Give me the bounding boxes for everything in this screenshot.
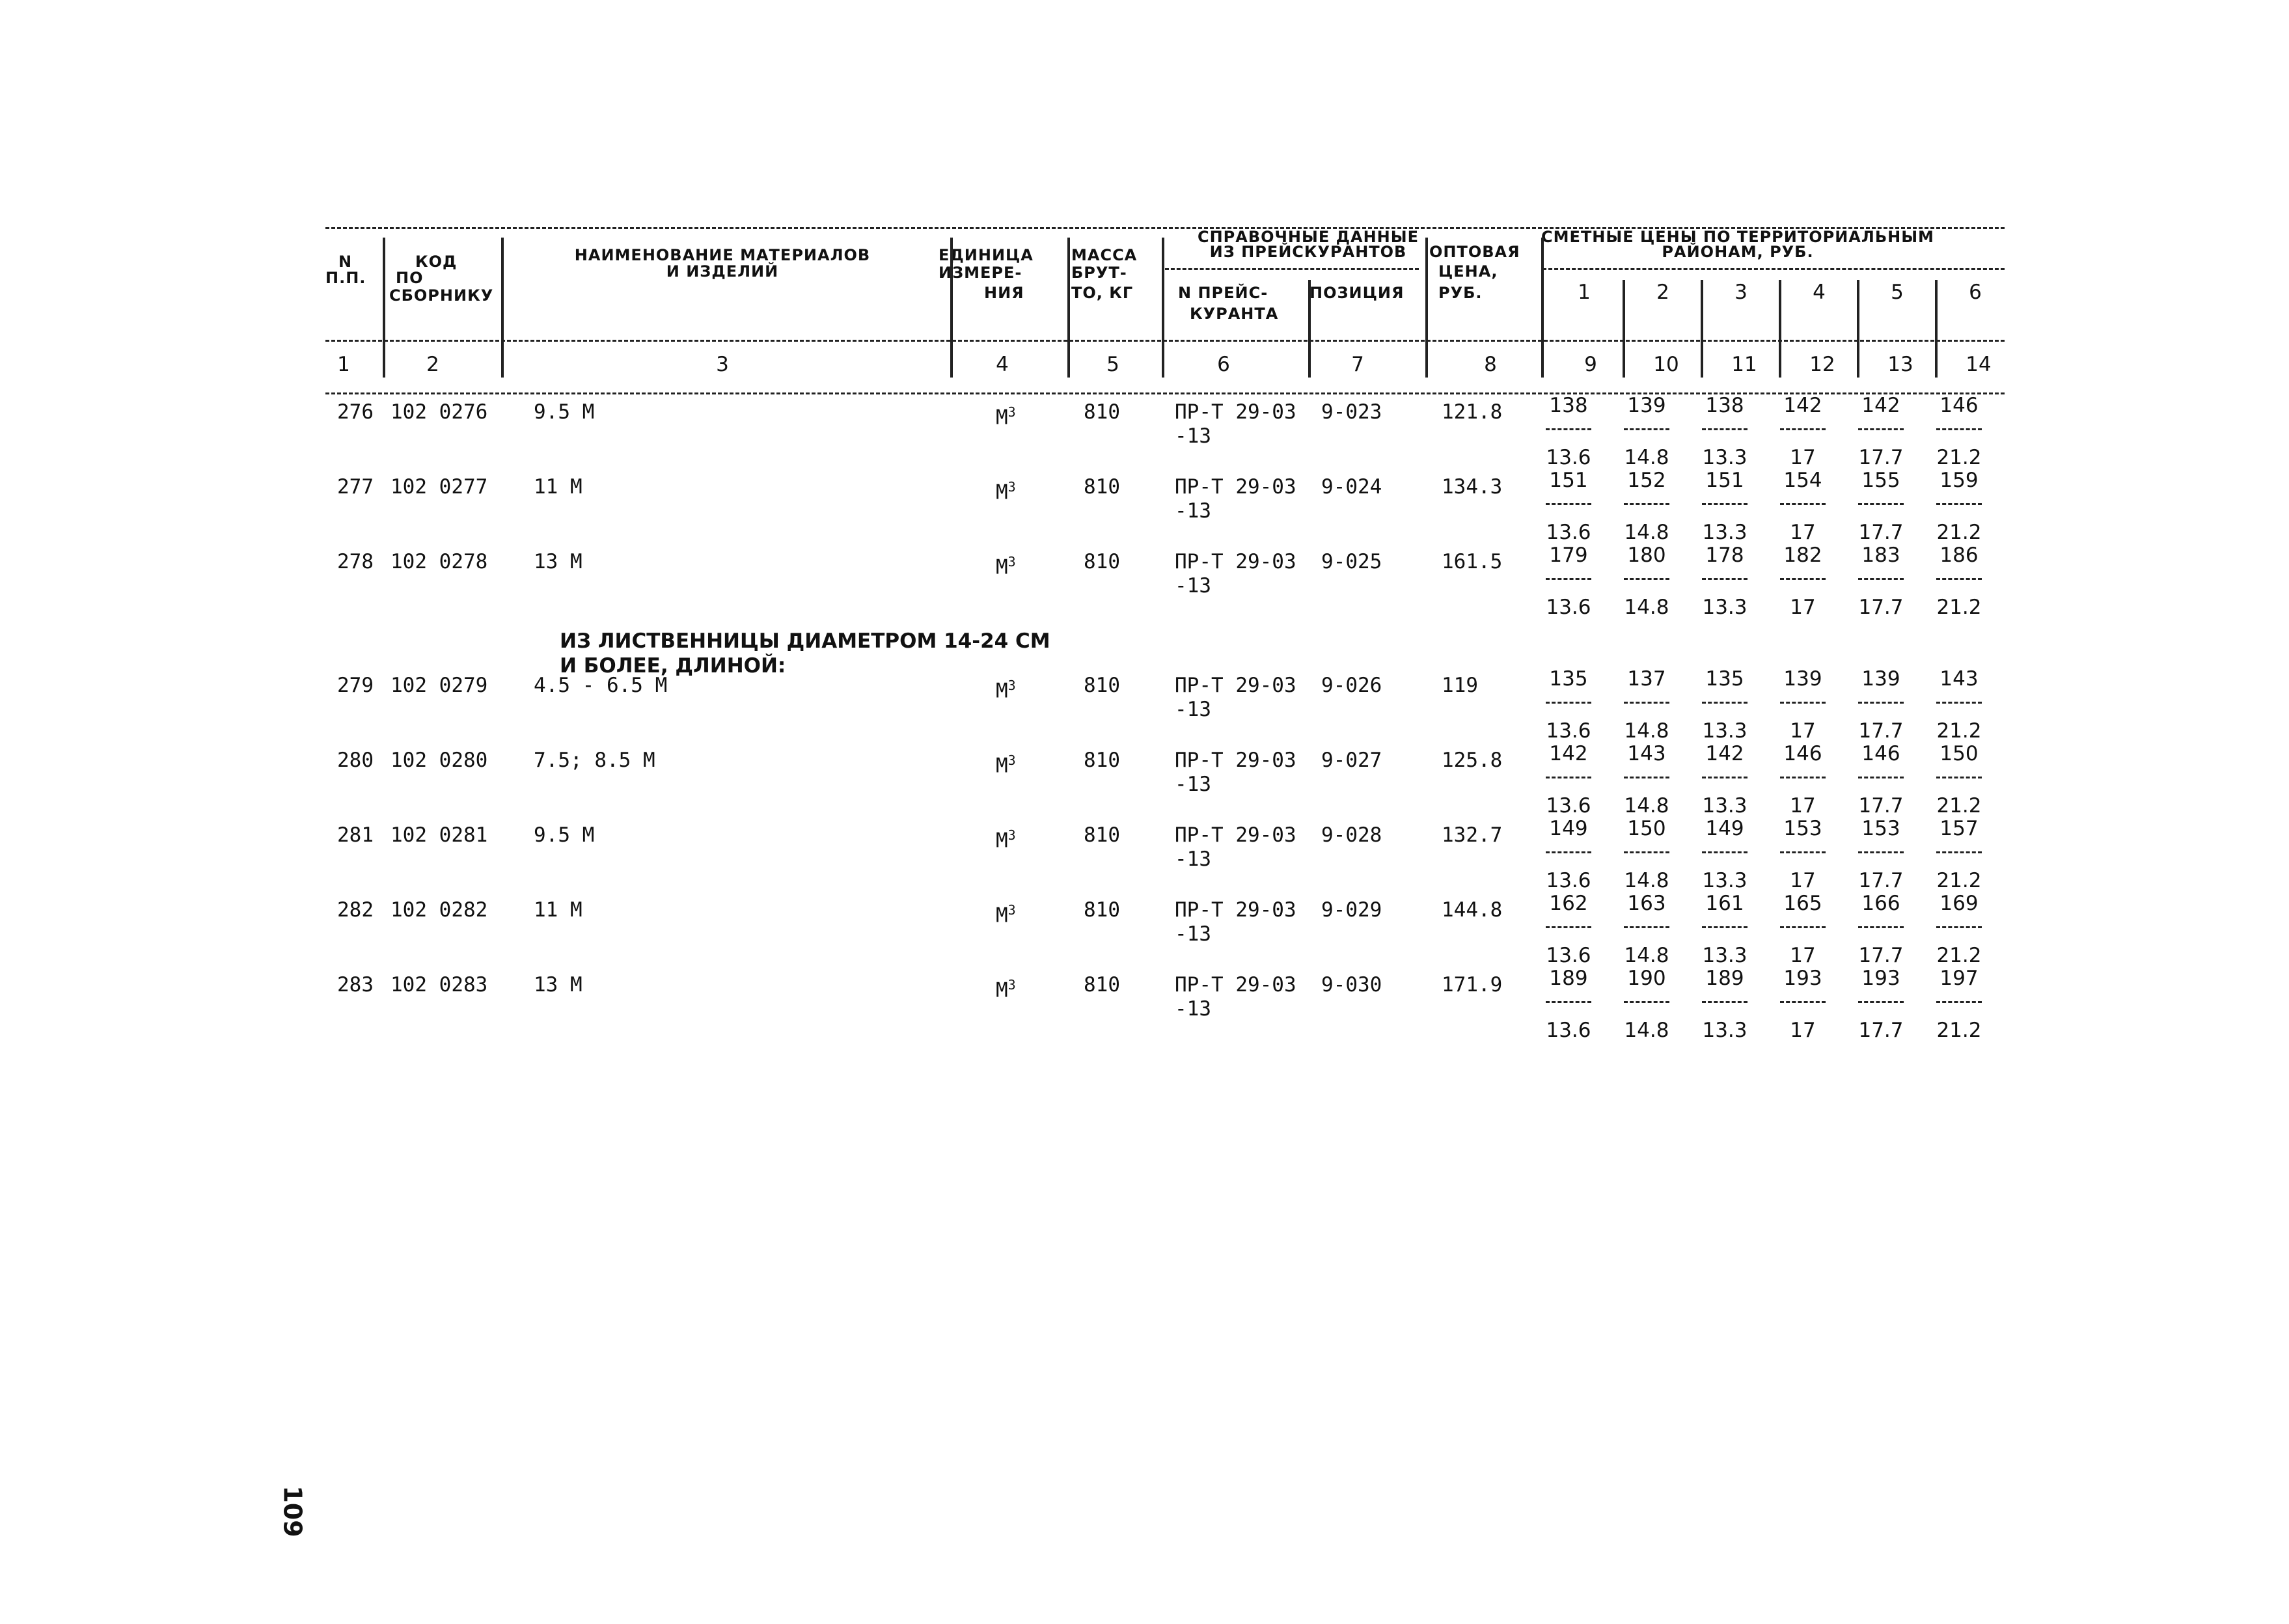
row-wholesale-price: 125.8 xyxy=(1442,749,1503,772)
row-fraction-rule xyxy=(1702,702,1748,704)
row-name: 7.5; 8.5 М xyxy=(534,749,655,772)
row-fraction-rule xyxy=(1624,1001,1669,1003)
row-pricelist: ПР-Т 29-03 xyxy=(1175,475,1296,499)
row-region-price: 166 xyxy=(1861,892,1900,915)
row-pricelist-suffix: -13 xyxy=(1175,847,1211,871)
row-unit xyxy=(996,477,1016,502)
row-region-index: 13.3 xyxy=(1702,1019,1748,1042)
row-region-index: 17 xyxy=(1790,944,1816,967)
row-fraction-rule xyxy=(1780,428,1826,430)
row-region-price: 137 xyxy=(1627,667,1666,691)
row-region-index: 21.2 xyxy=(1936,596,1982,619)
row-position: 9-029 xyxy=(1321,898,1382,922)
row-wholesale-price: 134.3 xyxy=(1442,475,1503,499)
row-position: 9-028 xyxy=(1321,823,1382,847)
row-region-price: 150 xyxy=(1627,817,1666,840)
header-price2: КУРАНТА xyxy=(1190,305,1279,323)
row-wholesale-price: 144.8 xyxy=(1442,898,1503,922)
row-region-price: 150 xyxy=(1939,742,1979,765)
header-name: НАИМЕНОВАНИЕ МАТЕРИАЛОВ xyxy=(574,246,871,264)
row-region-index: 14.8 xyxy=(1624,596,1669,619)
row-pricelist-suffix: -13 xyxy=(1175,424,1211,448)
row-pricelist: ПР-Т 29-03 xyxy=(1175,749,1296,772)
row-fraction-rule xyxy=(1702,428,1748,430)
row-region-price: 149 xyxy=(1549,817,1588,840)
row-fraction-rule xyxy=(1858,503,1904,505)
row-region-index: 17.7 xyxy=(1858,446,1904,469)
row-unit-exponent: 3 xyxy=(1007,479,1016,495)
row-region-price: 146 xyxy=(1783,742,1822,765)
row-unit xyxy=(996,552,1016,577)
row-fraction-rule xyxy=(1936,851,1982,853)
header-mass: МАССА xyxy=(1071,246,1138,264)
row-region-index: 13.6 xyxy=(1546,521,1591,544)
header-whole: ОПТОВАЯ xyxy=(1429,243,1520,261)
colnum-4: 4 xyxy=(996,353,1009,376)
row-pricelist: ПР-Т 29-03 xyxy=(1175,823,1296,847)
row-region-index: 13.3 xyxy=(1702,521,1748,544)
row-region-price: 135 xyxy=(1705,667,1744,691)
row-fraction-rule xyxy=(1546,428,1591,430)
row-name: 11 М xyxy=(534,475,583,499)
row-unit-letter: М xyxy=(996,829,1008,853)
row-fraction-rule xyxy=(1936,503,1982,505)
row-region-index: 17.7 xyxy=(1858,869,1904,892)
region-1: 1 xyxy=(1578,281,1591,304)
row-region-price: 180 xyxy=(1627,544,1666,567)
header-n: N xyxy=(338,253,353,271)
vsep xyxy=(1162,238,1164,378)
row-region-index: 13.6 xyxy=(1546,719,1591,743)
row-code: 102 0277 xyxy=(391,475,488,499)
colnum-10: 10 xyxy=(1653,353,1679,376)
row-region-price: 138 xyxy=(1549,394,1588,417)
row-position: 9-027 xyxy=(1321,749,1382,772)
header-n2: П.П. xyxy=(325,269,366,287)
row-mass: 810 xyxy=(1084,674,1120,697)
row-region-index: 13.3 xyxy=(1702,446,1748,469)
row-fraction-rule xyxy=(1624,702,1669,704)
row-fraction-rule xyxy=(1858,578,1904,580)
row-unit-letter: М xyxy=(996,679,1008,703)
row-region-index: 17 xyxy=(1790,1019,1816,1042)
header-name2: И ИЗДЕЛИЙ xyxy=(666,262,779,281)
row-fraction-rule xyxy=(1780,503,1826,505)
row-pricelist-suffix: -13 xyxy=(1175,773,1211,796)
row-region-price: 135 xyxy=(1549,667,1588,691)
row-number: 283 xyxy=(337,973,374,997)
row-fraction-rule xyxy=(1858,702,1904,704)
row-region-price: 142 xyxy=(1783,394,1822,417)
row-fraction-rule xyxy=(1624,926,1669,928)
row-unit-exponent: 3 xyxy=(1007,827,1016,843)
row-unit-letter: М xyxy=(996,480,1008,504)
row-position: 9-030 xyxy=(1321,973,1382,997)
row-name: 13 М xyxy=(534,973,583,997)
row-region-index: 17.7 xyxy=(1858,794,1904,818)
row-position: 9-024 xyxy=(1321,475,1382,499)
row-wholesale-price: 121.8 xyxy=(1442,400,1503,424)
header-code2: ПО xyxy=(396,269,424,287)
row-region-price: 151 xyxy=(1549,469,1588,492)
row-fraction-rule xyxy=(1546,503,1591,505)
vsep xyxy=(1701,280,1703,378)
row-position: 9-025 xyxy=(1321,550,1382,573)
row-region-price: 142 xyxy=(1705,742,1744,765)
row-region-price: 146 xyxy=(1861,742,1900,765)
row-region-index: 13.6 xyxy=(1546,944,1591,967)
row-number: 282 xyxy=(337,898,374,922)
row-mass: 810 xyxy=(1084,475,1120,499)
row-region-index: 13.3 xyxy=(1702,596,1748,619)
row-region-index: 21.2 xyxy=(1936,719,1982,743)
row-fraction-rule xyxy=(1546,578,1591,580)
row-region-price: 139 xyxy=(1627,394,1666,417)
row-code: 102 0279 xyxy=(391,674,488,697)
row-region-index: 17 xyxy=(1790,521,1816,544)
row-pricelist: ПР-Т 29-03 xyxy=(1175,898,1296,922)
colnum-3: 3 xyxy=(716,353,729,376)
row-fraction-rule xyxy=(1936,926,1982,928)
row-fraction-rule xyxy=(1546,926,1591,928)
row-region-index: 13.6 xyxy=(1546,596,1591,619)
row-region-price: 143 xyxy=(1939,667,1979,691)
row-region-price: 169 xyxy=(1939,892,1979,915)
region-5: 5 xyxy=(1891,281,1904,304)
header-unit: ЕДИНИЦА xyxy=(939,246,1034,264)
row-region-price: 151 xyxy=(1705,469,1744,492)
header-code3: СБОРНИКУ xyxy=(389,286,494,305)
row-name: 13 М xyxy=(534,550,583,573)
row-pricelist-suffix: -13 xyxy=(1175,698,1211,721)
row-region-price: 153 xyxy=(1861,817,1900,840)
colnum-8: 8 xyxy=(1484,353,1497,376)
row-region-index: 17 xyxy=(1790,719,1816,743)
row-mass: 810 xyxy=(1084,550,1120,573)
row-unit-exponent: 3 xyxy=(1007,404,1016,420)
row-region-price: 165 xyxy=(1783,892,1822,915)
header-mass2: БРУТ- xyxy=(1071,264,1127,282)
row-fraction-rule xyxy=(1780,926,1826,928)
row-code: 102 0281 xyxy=(391,823,488,847)
row-region-index: 21.2 xyxy=(1936,869,1982,892)
row-region-price: 149 xyxy=(1705,817,1744,840)
row-unit xyxy=(996,402,1016,428)
row-region-index: 17.7 xyxy=(1858,521,1904,544)
row-mass: 810 xyxy=(1084,823,1120,847)
row-fraction-rule xyxy=(1780,702,1826,704)
row-fraction-rule xyxy=(1546,851,1591,853)
header-whole2: ЦЕНА, xyxy=(1438,262,1498,281)
row-region-price: 193 xyxy=(1783,967,1822,990)
header-ref-rule xyxy=(1165,268,1419,270)
vsep xyxy=(501,238,504,378)
vsep xyxy=(1425,238,1428,378)
row-pricelist: ПР-Т 29-03 xyxy=(1175,973,1296,997)
row-pricelist-suffix: -13 xyxy=(1175,574,1211,598)
row-region-price: 155 xyxy=(1861,469,1900,492)
row-fraction-rule xyxy=(1624,777,1669,778)
row-fraction-rule xyxy=(1858,851,1904,853)
region-2: 2 xyxy=(1656,281,1669,304)
row-region-price: 179 xyxy=(1549,544,1588,567)
row-wholesale-price: 171.9 xyxy=(1442,973,1503,997)
colnum-1: 1 xyxy=(337,353,350,376)
colnum-13: 13 xyxy=(1887,353,1913,376)
header-est2: РАЙОНАМ, РУБ. xyxy=(1662,243,1814,261)
vsep xyxy=(950,238,953,378)
row-region-price: 178 xyxy=(1705,544,1744,567)
section-title-line2: И БОЛЕЕ, ДЛИНОЙ: xyxy=(560,654,786,678)
region-4: 4 xyxy=(1813,281,1826,304)
row-fraction-rule xyxy=(1702,851,1748,853)
row-region-price: 142 xyxy=(1861,394,1900,417)
section-title-line1: ИЗ ЛИСТВЕННИЦЫ ДИАМЕТРОМ 14-24 СМ xyxy=(560,629,1050,653)
header-mass3: ТО, КГ xyxy=(1071,284,1134,302)
row-fraction-rule xyxy=(1936,578,1982,580)
row-region-price: 190 xyxy=(1627,967,1666,990)
row-unit-letter: М xyxy=(996,555,1008,579)
row-region-index: 17.7 xyxy=(1858,1019,1904,1042)
row-fraction-rule xyxy=(1702,1001,1748,1003)
vsep xyxy=(1857,280,1859,378)
row-fraction-rule xyxy=(1546,777,1591,778)
colnum-6: 6 xyxy=(1217,353,1230,376)
row-region-price: 163 xyxy=(1627,892,1666,915)
row-region-price: 182 xyxy=(1783,544,1822,567)
row-region-index: 21.2 xyxy=(1936,446,1982,469)
row-number: 277 xyxy=(337,475,374,499)
header-unit3: НИЯ xyxy=(984,284,1024,302)
row-unit xyxy=(996,676,1016,701)
row-name: 9.5 М xyxy=(534,823,595,847)
row-fraction-rule xyxy=(1624,578,1669,580)
colnum-9: 9 xyxy=(1584,353,1597,376)
page-number: 109 xyxy=(278,1485,307,1537)
row-region-price: 189 xyxy=(1549,967,1588,990)
vsep xyxy=(1541,238,1544,378)
row-code: 102 0280 xyxy=(391,749,488,772)
row-position: 9-026 xyxy=(1321,674,1382,697)
row-unit-exponent: 3 xyxy=(1007,752,1016,768)
row-region-index: 13.3 xyxy=(1702,869,1748,892)
row-fraction-rule xyxy=(1624,428,1669,430)
row-region-price: 193 xyxy=(1861,967,1900,990)
row-region-index: 21.2 xyxy=(1936,944,1982,967)
row-mass: 810 xyxy=(1084,749,1120,772)
row-fraction-rule xyxy=(1546,1001,1591,1003)
row-region-index: 13.3 xyxy=(1702,944,1748,967)
header-ref2: ИЗ ПРЕЙСКУРАНТОВ xyxy=(1209,243,1407,261)
row-region-price: 162 xyxy=(1549,892,1588,915)
row-fraction-rule xyxy=(1780,578,1826,580)
row-region-price: 189 xyxy=(1705,967,1744,990)
row-name: 4.5 - 6.5 М xyxy=(534,674,668,697)
row-fraction-rule xyxy=(1936,428,1982,430)
row-unit xyxy=(996,900,1016,926)
row-region-index: 14.8 xyxy=(1624,869,1669,892)
row-region-index: 17 xyxy=(1790,869,1816,892)
row-fraction-rule xyxy=(1624,503,1669,505)
row-unit-letter: М xyxy=(996,754,1008,778)
row-mass: 810 xyxy=(1084,973,1120,997)
row-region-index: 17 xyxy=(1790,794,1816,818)
row-region-price: 186 xyxy=(1939,544,1979,567)
row-fraction-rule xyxy=(1936,702,1982,704)
row-pricelist-suffix: -13 xyxy=(1175,499,1211,523)
row-pricelist-suffix: -13 xyxy=(1175,997,1211,1021)
row-unit-exponent: 3 xyxy=(1007,554,1016,570)
row-fraction-rule xyxy=(1702,777,1748,778)
row-region-index: 17 xyxy=(1790,596,1816,619)
header-ref: СПРАВОЧНЫЕ ДАННЫЕ xyxy=(1197,228,1419,246)
row-region-price: 153 xyxy=(1783,817,1822,840)
row-region-price: 157 xyxy=(1939,817,1979,840)
row-pricelist: ПР-Т 29-03 xyxy=(1175,400,1296,424)
row-unit-letter: М xyxy=(996,903,1008,928)
row-region-price: 159 xyxy=(1939,469,1979,492)
row-region-index: 13.6 xyxy=(1546,1019,1591,1042)
row-unit-exponent: 3 xyxy=(1007,977,1016,993)
row-fraction-rule xyxy=(1546,702,1591,704)
row-region-index: 21.2 xyxy=(1936,1019,1982,1042)
row-region-index: 13.6 xyxy=(1546,446,1591,469)
row-fraction-rule xyxy=(1780,1001,1826,1003)
row-fraction-rule xyxy=(1858,428,1904,430)
row-wholesale-price: 161.5 xyxy=(1442,550,1503,573)
header-bottom-rule xyxy=(325,392,2005,394)
row-region-index: 13.6 xyxy=(1546,794,1591,818)
row-region-price: 161 xyxy=(1705,892,1744,915)
header-mid-rule xyxy=(325,340,2005,342)
row-region-price: 154 xyxy=(1783,469,1822,492)
row-region-index: 14.8 xyxy=(1624,521,1669,544)
row-number: 280 xyxy=(337,749,374,772)
colnum-12: 12 xyxy=(1809,353,1835,376)
row-region-price: 139 xyxy=(1783,667,1822,691)
vsep xyxy=(1779,280,1781,378)
row-position: 9-023 xyxy=(1321,400,1382,424)
row-name: 9.5 М xyxy=(534,400,595,424)
row-region-price: 183 xyxy=(1861,544,1900,567)
row-region-index: 14.8 xyxy=(1624,794,1669,818)
row-region-price: 197 xyxy=(1939,967,1979,990)
row-region-index: 14.8 xyxy=(1624,719,1669,743)
row-name: 11 М xyxy=(534,898,583,922)
row-number: 279 xyxy=(337,674,374,697)
row-region-price: 152 xyxy=(1627,469,1666,492)
vsep xyxy=(1067,238,1070,378)
row-wholesale-price: 132.7 xyxy=(1442,823,1503,847)
row-region-price: 143 xyxy=(1627,742,1666,765)
row-pricelist-suffix: -13 xyxy=(1175,922,1211,946)
row-unit xyxy=(996,750,1016,776)
row-region-price: 146 xyxy=(1939,394,1979,417)
row-fraction-rule xyxy=(1702,503,1748,505)
vsep xyxy=(1935,280,1938,378)
row-region-index: 17.7 xyxy=(1858,719,1904,743)
row-fraction-rule xyxy=(1624,851,1669,853)
row-code: 102 0282 xyxy=(391,898,488,922)
row-fraction-rule xyxy=(1858,926,1904,928)
colnum-2: 2 xyxy=(426,353,439,376)
row-code: 102 0276 xyxy=(391,400,488,424)
row-fraction-rule xyxy=(1780,777,1826,778)
row-code: 102 0283 xyxy=(391,973,488,997)
row-fraction-rule xyxy=(1780,851,1826,853)
row-unit xyxy=(996,975,1016,1000)
vsep xyxy=(1623,280,1625,378)
row-fraction-rule xyxy=(1858,1001,1904,1003)
header-whole3: РУБ. xyxy=(1438,284,1483,302)
colnum-14: 14 xyxy=(1966,353,1992,376)
row-fraction-rule xyxy=(1702,578,1748,580)
row-number: 281 xyxy=(337,823,374,847)
colnum-7: 7 xyxy=(1351,353,1364,376)
region-3: 3 xyxy=(1734,281,1748,304)
header-est: СМЕТНЫЕ ЦЕНЫ ПО ТЕРРИТОРИАЛЬНЫМ xyxy=(1541,228,1934,246)
row-pricelist: ПР-Т 29-03 xyxy=(1175,550,1296,573)
row-fraction-rule xyxy=(1702,926,1748,928)
row-mass: 810 xyxy=(1084,898,1120,922)
row-region-index: 13.6 xyxy=(1546,869,1591,892)
row-region-index: 21.2 xyxy=(1936,521,1982,544)
row-fraction-rule xyxy=(1936,777,1982,778)
row-unit-exponent: 3 xyxy=(1007,902,1016,918)
row-region-index: 17.7 xyxy=(1858,944,1904,967)
row-region-index: 14.8 xyxy=(1624,446,1669,469)
row-code: 102 0278 xyxy=(391,550,488,573)
row-region-index: 17.7 xyxy=(1858,596,1904,619)
region-6: 6 xyxy=(1969,281,1982,304)
header-pos: ПОЗИЦИЯ xyxy=(1309,284,1405,302)
row-unit xyxy=(996,825,1016,851)
row-unit-exponent: 3 xyxy=(1007,678,1016,693)
row-region-price: 142 xyxy=(1549,742,1588,765)
row-number: 276 xyxy=(337,400,374,424)
row-region-index: 13.3 xyxy=(1702,719,1748,743)
row-region-index: 21.2 xyxy=(1936,794,1982,818)
vsep xyxy=(1308,280,1311,378)
row-region-index: 14.8 xyxy=(1624,1019,1669,1042)
header-price: N ПРЕЙС- xyxy=(1178,284,1268,302)
row-number: 278 xyxy=(337,550,374,573)
row-region-index: 13.3 xyxy=(1702,794,1748,818)
header-est-rule xyxy=(1542,268,2005,270)
row-mass: 810 xyxy=(1084,400,1120,424)
row-region-price: 139 xyxy=(1861,667,1900,691)
row-region-index: 17 xyxy=(1790,446,1816,469)
colnum-5: 5 xyxy=(1106,353,1119,376)
row-wholesale-price: 119 xyxy=(1442,674,1478,697)
row-region-price: 138 xyxy=(1705,394,1744,417)
row-unit-letter: М xyxy=(996,978,1008,1002)
vsep xyxy=(383,238,385,378)
colnum-11: 11 xyxy=(1731,353,1757,376)
header-unit2: ИЗМЕРЕ- xyxy=(939,264,1022,282)
row-region-index: 14.8 xyxy=(1624,944,1669,967)
row-fraction-rule xyxy=(1858,777,1904,778)
row-pricelist: ПР-Т 29-03 xyxy=(1175,674,1296,697)
header-code: КОД xyxy=(415,253,458,271)
row-unit-letter: М xyxy=(996,406,1008,430)
row-fraction-rule xyxy=(1936,1001,1982,1003)
